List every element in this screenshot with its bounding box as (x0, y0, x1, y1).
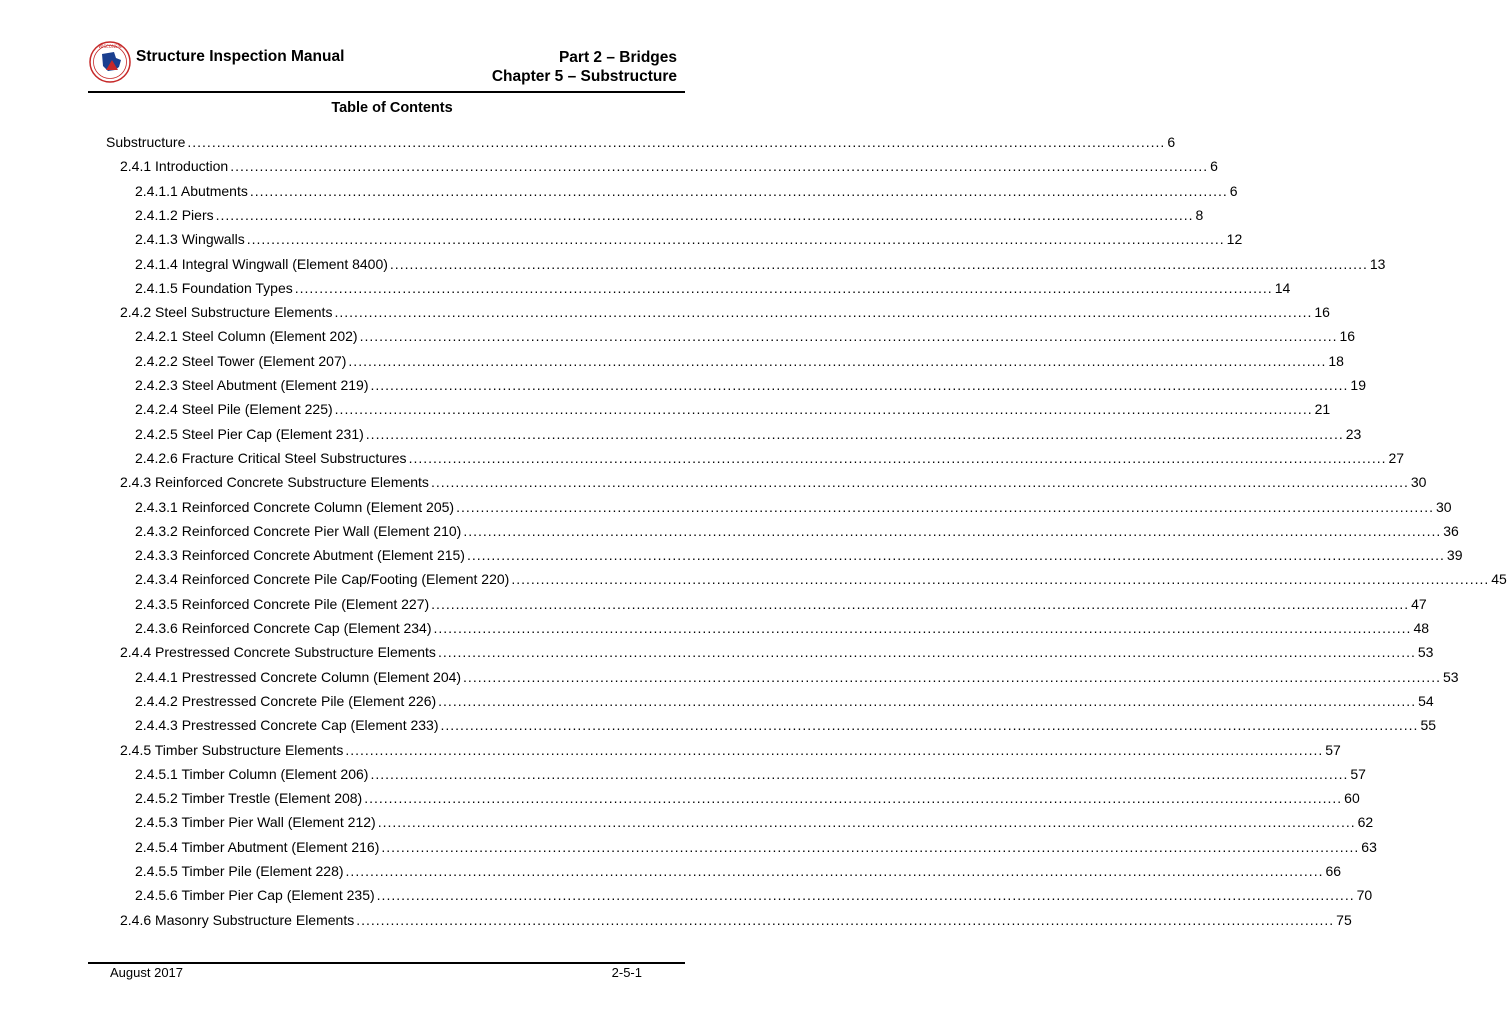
toc-entry-label: 2.4.4.2 Prestressed Concrete Pile (Element 226) (135, 692, 437, 709)
toc-entry-page: 48 (1413, 620, 1430, 636)
toc-entry-label: 2.4.2 Steel Substructure Elements (120, 304, 333, 321)
toc-entry[interactable] (135, 446, 1405, 466)
toc-dot-leader: ........................................................................................................................................................................................................ (456, 498, 1434, 515)
toc-entry-label: 2.4.6 Masonry Substructure Elements (120, 911, 355, 928)
toc-entry-label: 2.4.1.3 Wingwalls (135, 231, 245, 248)
toc-entry-page: 63 (1361, 838, 1377, 855)
toc-entry[interactable] (135, 592, 1427, 612)
toc-entry-label: 2.4.2.3 Steel Abutment (Element 219) (135, 377, 369, 393)
toc-entry[interactable] (135, 495, 1452, 515)
toc-dot-leader: ........................................................................................................................................................................................................ (365, 425, 1344, 442)
toc-entry[interactable] (135, 713, 1437, 734)
toc-entry[interactable] (135, 519, 1459, 539)
footer-page-number: 2-5-1 (611, 965, 642, 980)
toc-entry[interactable] (120, 640, 1434, 661)
header-divider (88, 91, 685, 93)
toc-dot-leader: ........................................................................................................................................................................................................ (408, 449, 1387, 466)
manual-title: Structure Inspection Manual (136, 48, 345, 65)
toc-entry[interactable] (135, 227, 1243, 248)
toc-entry-page: 13 (1369, 255, 1386, 272)
part-label: Part 2 – Bridges (558, 49, 677, 66)
toc-entry-label: 2.4.2.6 Fracture Critical Steel Substructures (135, 449, 407, 466)
toc-entry-label: 2.4.2.2 Steel Tower (Element 207) (135, 352, 347, 369)
toc-entry-page: 16 (1339, 328, 1356, 345)
toc-entry[interactable] (135, 349, 1344, 369)
toc-dot-leader: ........................................................................................................................................................................................................ (437, 644, 1416, 661)
toc-dot-leader: ........................................................................................................................................................................................................ (348, 352, 1327, 369)
toc-entry-page: 6 (1210, 158, 1218, 175)
dot-seal-logo-icon (88, 40, 132, 84)
toc-dot-leader: ........................................................................................................................................................................................................ (230, 158, 1209, 175)
toc-entry[interactable] (135, 786, 1360, 807)
toc-entry-page: 18 (1328, 352, 1344, 369)
toc-entry-page: 6 (1167, 134, 1176, 150)
toc-entry-label: 2.4.2.5 Steel Pier Cap (Element 231) (135, 425, 364, 442)
toc-entry-page: 8 (1195, 206, 1204, 223)
toc-dot-leader: ........................................................................................................................................................................................................ (246, 231, 1225, 248)
toc-entry-label: 2.4.5.4 Timber Abutment (Element 216) (135, 838, 380, 855)
toc-entry-label: 2.4.1.1 Abutments (135, 182, 248, 199)
toc-entry-label: Substructure (106, 134, 186, 150)
toc-entry-page: 57 (1350, 765, 1366, 782)
toc-entry[interactable] (120, 154, 1218, 175)
toc-entry-label: 2.4.3.1 Reinforced Concrete Column (Element 205) (135, 498, 455, 515)
toc-entry[interactable] (135, 422, 1362, 442)
toc-entry[interactable] (135, 665, 1459, 685)
toc-entry-label: 2.4.2.1 Steel Column (Element 202) (135, 328, 358, 345)
toc-entry-label: 2.4.5.5 Timber Pile (Element 228) (135, 863, 344, 879)
toc-entry-page: 12 (1226, 231, 1243, 248)
toc-dot-leader: ........................................................................................................................................................................................................ (433, 620, 1412, 636)
toc-entry-label: 2.4.4.3 Prestressed Concrete Cap (Element 233) (135, 717, 439, 734)
toc-entry-label: 2.4.4 Prestressed Concrete Substructure Elements (120, 644, 436, 661)
toc-entry-page: 27 (1388, 449, 1405, 466)
toc-entry[interactable] (135, 397, 1331, 418)
toc-entry-label: 2.4.1.5 Foundation Types (135, 279, 293, 296)
toc-entry-page: 45 (1491, 571, 1507, 588)
toc-entry[interactable] (135, 203, 1204, 223)
toc-entry[interactable] (135, 373, 1366, 393)
footer-divider (88, 962, 685, 964)
footer-date: August 2017 (110, 965, 184, 980)
toc-entry[interactable] (120, 470, 1427, 491)
toc-entry[interactable] (135, 616, 1430, 636)
toc-dot-leader: ........................................................................................................................................................................................................ (187, 134, 1166, 150)
toc-entry-page: 6 (1229, 182, 1238, 199)
toc-entry-page: 19 (1350, 377, 1366, 393)
toc-entry-page: 30 (1410, 474, 1427, 491)
toc-dot-leader: ........................................................................................................................................................................................................ (356, 911, 1335, 928)
toc-entry[interactable] (135, 567, 1507, 588)
chapter-heading (492, 48, 677, 86)
toc-entry-label: 2.4.1.4 Integral Wingwall (Element 8400) (135, 255, 388, 272)
toc-dot-leader: ........................................................................................................................................................................................................ (345, 863, 1324, 879)
toc-entry-page: 54 (1418, 692, 1434, 709)
toc-dot-leader: ........................................................................................................................................................................................................ (463, 668, 1441, 685)
toc-entry[interactable] (135, 324, 1356, 345)
toc-entry-page: 47 (1411, 595, 1427, 612)
toc-dot-leader: ........................................................................................................................................................................................................ (381, 838, 1360, 855)
toc-dot-leader: ........................................................................................................................................................................................................ (466, 547, 1445, 564)
toc-entry[interactable] (135, 276, 1291, 296)
toc-entry-label: 2.4.3.5 Reinforced Concrete Pile (Element 227) (135, 595, 430, 612)
toc-entry-label: 2.4.5.6 Timber Pier Cap (Element 235) (135, 887, 375, 904)
toc-dot-leader: ........................................................................................................................................................................................................ (389, 255, 1368, 272)
chapter-label: Chapter 5 – Substructure (491, 68, 677, 85)
toc-dot-leader: ........................................................................................................................................................................................................ (249, 182, 1228, 199)
toc-entry-label: 2.4.4.1 Prestressed Concrete Column (Element 204) (135, 668, 462, 685)
toc-dot-leader: ........................................................................................................................................................................................................ (294, 279, 1273, 296)
toc-title: Table of Contents (331, 100, 453, 116)
toc-dot-leader: ........................................................................................................................................................................................................ (377, 814, 1356, 831)
toc-entry-page: 16 (1314, 304, 1330, 321)
toc-entry-page: 30 (1436, 498, 1452, 515)
toc-dot-leader: ........................................................................................................................................................................................................ (345, 741, 1324, 758)
toc-dot-leader: ........................................................................................................................................................................................................ (431, 595, 1410, 612)
toc-entry-page: 70 (1356, 887, 1373, 904)
toc-dot-leader: ........................................................................................................................................................................................................ (463, 522, 1442, 539)
toc-entry[interactable] (135, 883, 1373, 904)
toc-entry[interactable] (135, 179, 1238, 199)
toc-entry-label: 2.4.5.2 Timber Trestle (Element 208) (135, 790, 363, 807)
toc-entry-label: 2.4.5 Timber Substructure Elements (120, 741, 344, 758)
toc-entry[interactable] (135, 762, 1366, 782)
toc-entry-label: 2.4.3.3 Reinforced Concrete Abutment (Element 215) (135, 547, 465, 564)
toc-entry[interactable] (135, 689, 1434, 709)
toc-entry-page: 53 (1417, 644, 1434, 661)
toc-dot-leader: ........................................................................................................................................................................................................ (440, 717, 1419, 734)
toc-entry-page: 23 (1345, 425, 1362, 442)
toc-entry-page: 75 (1336, 911, 1352, 928)
toc-entry-label: 2.4.1.2 Piers (135, 206, 214, 223)
toc-entry-label: 2.4.3.2 Reinforced Concrete Pier Wall (Element 210) (135, 522, 462, 539)
toc-entry-page: 21 (1314, 401, 1331, 418)
toc-entry-page: 55 (1420, 717, 1437, 734)
toc-entry[interactable] (120, 908, 1352, 928)
toc-entry-page: 36 (1443, 522, 1459, 539)
toc-dot-leader: ........................................................................................................................................................................................................ (359, 328, 1338, 345)
page-header (88, 40, 684, 92)
toc-entry-label: 2.4.5.3 Timber Pier Wall (Element 212) (135, 814, 376, 831)
toc-entry-page: 53 (1442, 668, 1459, 685)
toc-entry[interactable] (135, 252, 1386, 272)
toc-entry-page: 62 (1357, 814, 1374, 831)
toc-entry-page: 60 (1344, 790, 1360, 807)
toc-dot-leader: ........................................................................................................................................................................................................ (215, 206, 1194, 223)
toc-entry-label: 2.4.5.1 Timber Column (Element 206) (135, 765, 369, 782)
toc-entry[interactable] (106, 130, 1176, 150)
toc-dot-leader: ........................................................................................................................................................................................................ (370, 377, 1349, 393)
toc-entry-page: 14 (1274, 279, 1291, 296)
toc-entry[interactable] (135, 835, 1377, 855)
toc-entry-label: 2.4.3.4 Reinforced Concrete Pile Cap/Footing (Element 220) (135, 571, 510, 588)
toc-dot-leader: ........................................................................................................................................................................................................ (511, 571, 1490, 588)
toc-dot-leader: ........................................................................................................................................................................................................ (364, 790, 1343, 807)
toc-entry-label: 2.4.3 Reinforced Concrete Substructure Elements (120, 474, 429, 491)
toc-entry-label: 2.4.3.6 Reinforced Concrete Cap (Element 234) (135, 620, 432, 636)
toc-entry[interactable] (135, 810, 1374, 831)
toc-entry-page: 39 (1446, 547, 1463, 564)
toc-entry[interactable] (135, 859, 1342, 879)
toc-dot-leader: ........................................................................................................................................................................................................ (370, 765, 1349, 782)
toc-entry[interactable] (120, 738, 1341, 758)
toc-entry-page: 57 (1325, 741, 1341, 758)
toc-entry-page: 66 (1325, 863, 1342, 879)
toc-dot-leader: ........................................................................................................................................................................................................ (430, 474, 1409, 491)
toc-entry[interactable] (120, 300, 1330, 321)
toc-entry[interactable] (135, 543, 1463, 564)
toc-dot-leader: ........................................................................................................................................................................................................ (334, 401, 1313, 418)
toc-dot-leader: ........................................................................................................................................................................................................ (376, 887, 1355, 904)
svg-text:WISCONSIN: WISCONSIN (98, 44, 122, 49)
toc-entry-label: 2.4.2.4 Steel Pile (Element 225) (135, 401, 333, 418)
toc-dot-leader: ........................................................................................................................................................................................................ (334, 304, 1313, 321)
toc-dot-leader: ........................................................................................................................................................................................................ (438, 692, 1417, 709)
toc-entry-label: 2.4.1 Introduction (120, 158, 229, 175)
